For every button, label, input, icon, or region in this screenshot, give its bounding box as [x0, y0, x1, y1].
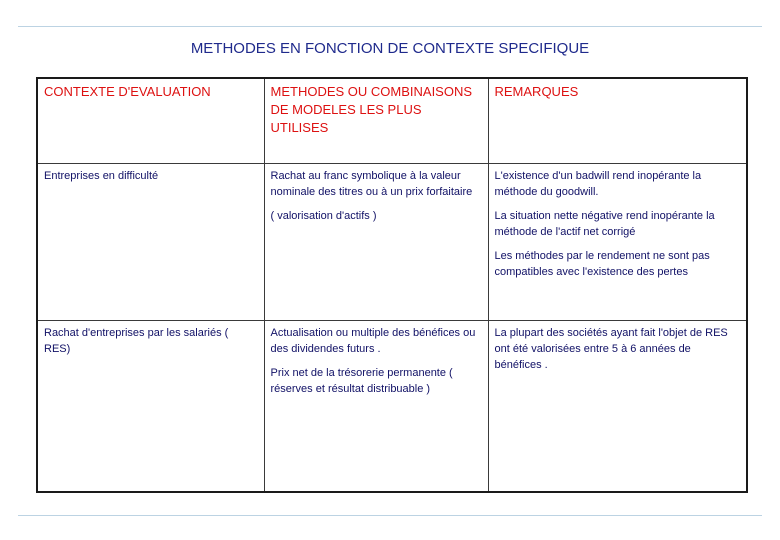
table-row [37, 164, 747, 321]
table-header-row [37, 78, 747, 164]
method-text: Actualisation ou multiple des bénéfices ou des dividendes futurs . [270, 327, 476, 355]
methods-table [36, 77, 748, 493]
header-context: CONTEXTE D'EVALUATION [37, 78, 264, 164]
page-title: METHODES EN FONCTION DE CONTEXTE SPECIFIQUE [190, 40, 590, 57]
method-text: ( valorisation d'actifs ) [270, 210, 377, 222]
table-row [37, 321, 747, 493]
row-context: Entreprises en difficulté [37, 164, 264, 321]
row-methods [264, 164, 488, 321]
remark-text: Les méthodes par le rendement ne sont pas compatibles avec l'existence des pertes [494, 250, 710, 278]
row-context: Rachat d'entreprises par les salariés ( RES) [37, 321, 264, 493]
remark-text: La plupart des sociétés ayant fait l'objet de RES ont été valorisées entre 5 à 6 années de bénéfices . [494, 327, 728, 371]
row-remarks [488, 164, 747, 321]
header-methods: METHODES OU COMBINAISONS DE MODELES LES PLUS UTILISES [264, 78, 488, 164]
row-methods [264, 321, 488, 493]
top-divider [18, 26, 762, 27]
method-text: Prix net de la trésorerie permanente ( réserves et résultat distribuable ) [270, 367, 453, 395]
row-remarks [488, 321, 747, 493]
remark-text: L'existence d'un badwill rend inopérante la méthode du goodwill. [494, 170, 702, 198]
bottom-divider [18, 515, 762, 516]
method-text: Rachat au franc symbolique à la valeur nominale des titres ou à un prix forfaitaire [270, 170, 473, 198]
remark-text: La situation nette négative rend inopérante la méthode de l'actif net corrigé [494, 210, 715, 238]
header-remarks: REMARQUES [488, 78, 747, 164]
